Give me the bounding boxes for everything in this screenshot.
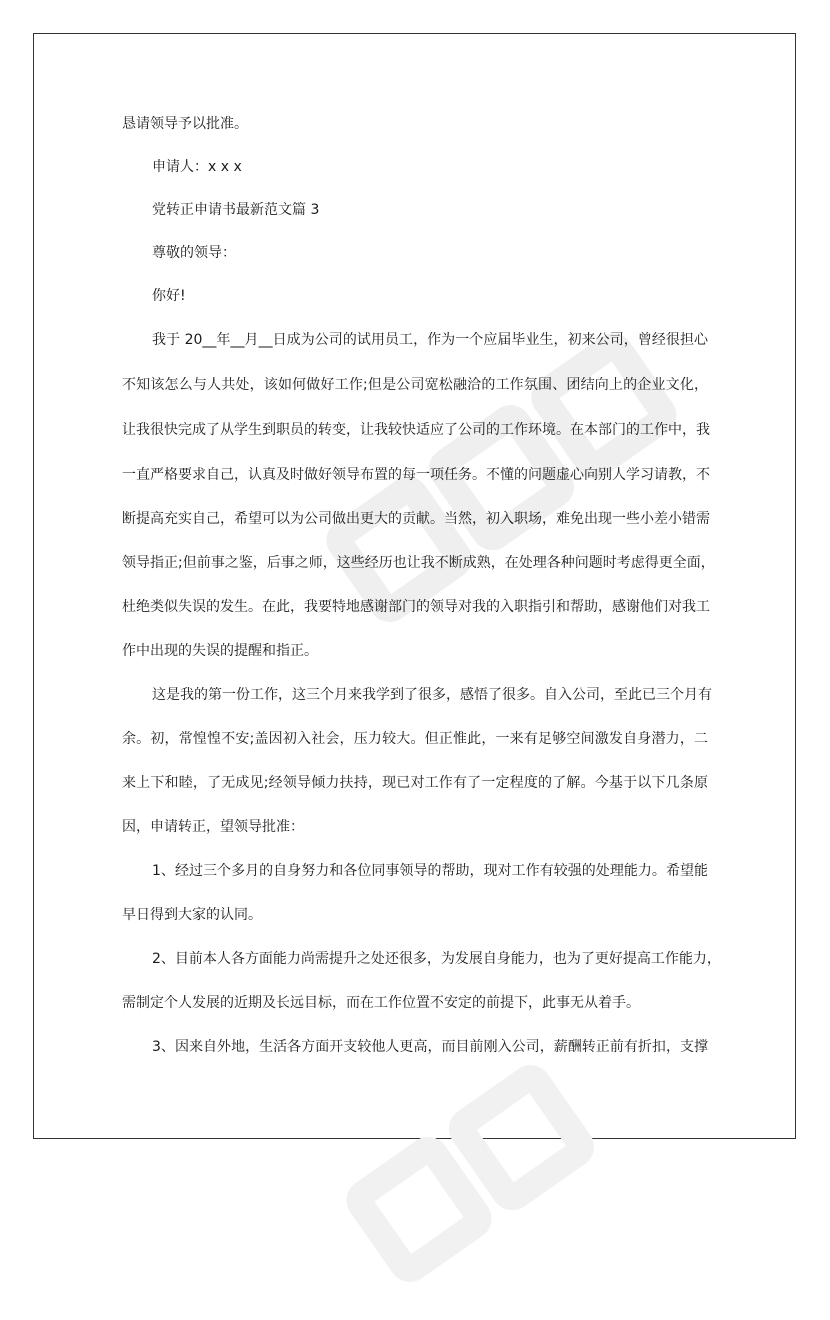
paragraph-line: 余。初，常惶惶不安;盖因初入社会，压力较大。但正惟此，一来有足够空间激发自身潜力，二: [122, 731, 708, 747]
greeting: 你好!: [152, 288, 186, 304]
paragraph-line: 作中出现的失误的提醒和指正。: [122, 643, 318, 659]
applicant-signature: 申请人：x x x: [152, 159, 242, 175]
closing-request: 恳请领导予以批准。: [122, 116, 248, 132]
list-item-1: 1、经过三个多月的自身努力和各位同事领导的帮助，现对工作有较强的处理能力。希望能: [152, 863, 708, 879]
section-title: 党转正申请书最新范文篇 3: [152, 202, 320, 218]
list-item-3: 3、因来自外地，生活各方面开支较他人更高，而目前刚入公司，薪酬转正前有折扣，支撑: [152, 1039, 708, 1055]
paragraph-line: 我于 20__年__月__日成为公司的试用员工，作为一个应届毕业生，初来公司，曾经很担心: [152, 332, 708, 348]
paragraph-line: 领导指正;但前事之鉴，后事之师，这些经历也让我不断成熟，在处理各种问题时考虑得更全面，: [122, 555, 715, 571]
paragraph-line: 杜绝类似失误的发生。在此，我要特地感谢部门的领导对我的入职指引和帮助，感谢他们对我工: [122, 599, 710, 615]
list-item-2-continued: 需制定个人发展的近期及长远目标，而在工作位置不安定的前提下，此事无从着手。: [122, 995, 640, 1011]
page-border: [33, 33, 796, 1139]
paragraph-line: 断提高充实自己，希望可以为公司做出更大的贡献。当然，初入职场，难免出现一些小差小错需: [122, 511, 710, 527]
paragraph-line: 这是我的第一份工作，这三个月来我学到了很多，感悟了很多。自入公司，至此已三个月有: [152, 687, 712, 703]
paragraph-line: 一直严格要求自己，认真及时做好领导布置的每一项任务。不懂的问题虚心向别人学习请教，不: [122, 467, 710, 483]
paragraph-line: 来上下和睦，了无成见;经领导倾力扶持，现已对工作有了一定程度的了解。今基于以下几条原: [122, 775, 708, 791]
list-item-1-continued: 早日得到大家的认同。: [122, 907, 262, 923]
paragraph-line: 因，申请转正，望领导批准：: [122, 819, 304, 835]
list-item-2: 2、目前本人各方面能力尚需提升之处还很多，为发展自身能力，也为了更好提高工作能力，: [152, 951, 721, 967]
salutation: 尊敬的领导：: [152, 245, 236, 261]
paragraph-line: 不知该怎么与人共处，该如何做好工作;但是公司宽松融洽的工作氛围、团结向上的企业文化，: [122, 377, 708, 393]
paragraph-line: 让我很快完成了从学生到职员的转变，让我较快适应了公司的工作环境。在本部门的工作中，我: [122, 422, 710, 438]
